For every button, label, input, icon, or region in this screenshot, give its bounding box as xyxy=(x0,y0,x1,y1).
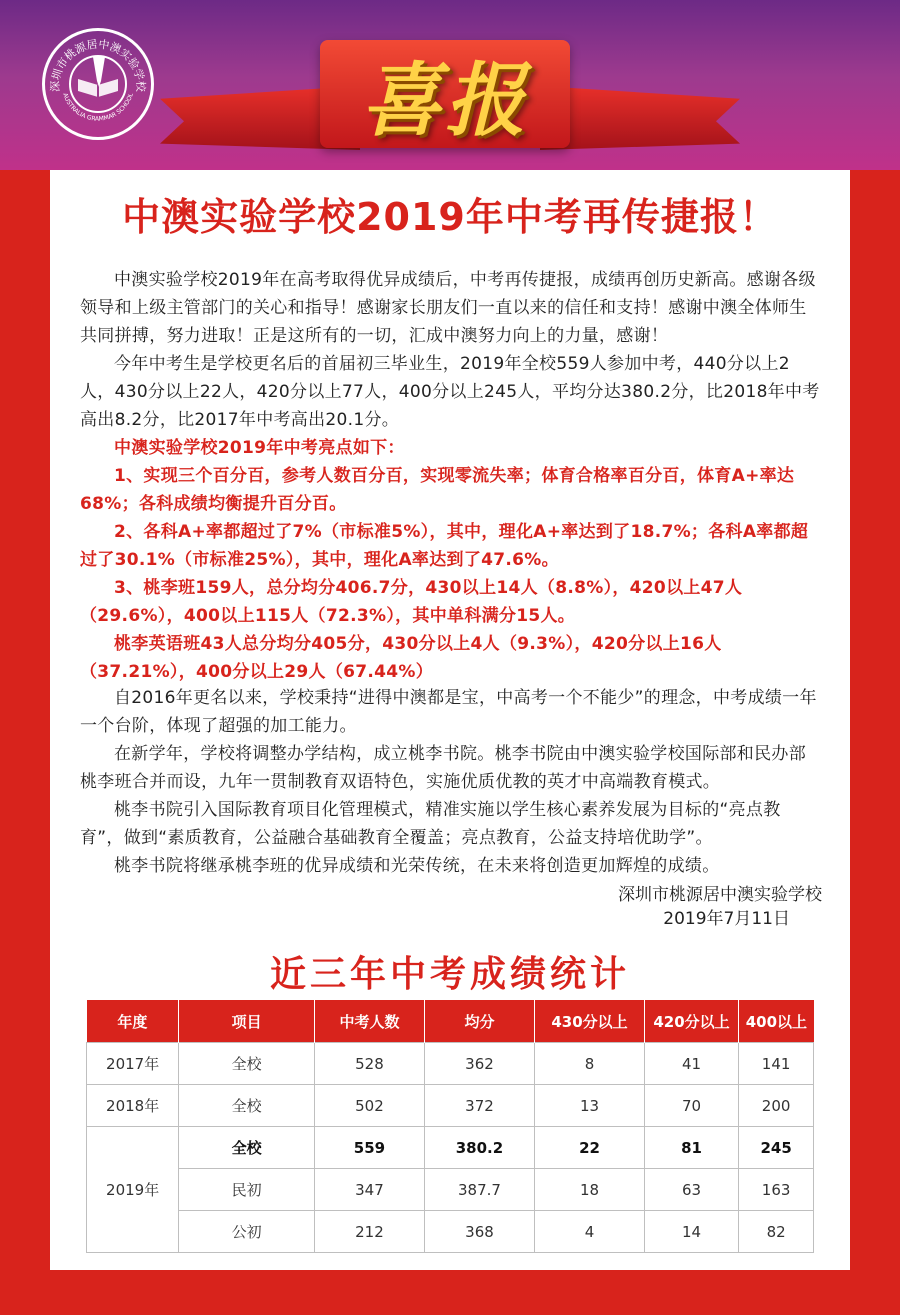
table-cell: 22 xyxy=(535,1127,645,1169)
table-cell: 18 xyxy=(535,1169,645,1211)
table-cell: 362 xyxy=(424,1043,534,1085)
stats-title: 近三年中考成绩统计 xyxy=(269,954,630,995)
table-cell-year: 2017年 xyxy=(87,1043,179,1085)
bottom-band xyxy=(0,1270,900,1315)
table-cell: 4 xyxy=(535,1211,645,1253)
table-cell: 全校 xyxy=(179,1085,315,1127)
highlight-item-2: 2、各科A+率都超过了7%（市标准5%），其中，理化A+率达到了18.7%；各科A率都超过了30.1%（市标准25%），其中，理化A率达到了47.6%。 xyxy=(80,522,809,570)
column-header: 年度 xyxy=(87,1000,179,1043)
table-cell: 公初 xyxy=(179,1211,315,1253)
table-cell: 70 xyxy=(644,1085,738,1127)
signature-date: 2019年7月11日 xyxy=(663,909,790,929)
table-row xyxy=(87,1085,814,1127)
table-cell-year: 2018年 xyxy=(87,1085,179,1127)
table-cell: 387.7 xyxy=(424,1169,534,1211)
column-header: 420分以上 xyxy=(644,1000,738,1043)
table-cell: 559 xyxy=(315,1127,425,1169)
column-header: 400以上 xyxy=(739,1000,814,1043)
table-cell: 200 xyxy=(739,1085,814,1127)
highlight-item-3: 3、桃李班159人，总分均分406.7分，430以上14人（8.8%），420以上47人（29.6%），400以上115人（72.3%），其中单科满分15人。 xyxy=(80,578,743,626)
table-cell: 81 xyxy=(644,1127,738,1169)
stats-table xyxy=(86,1000,814,1253)
header-banner xyxy=(0,0,900,170)
paragraph-new-year: 在新学年，学校将调整办学结构，成立桃李书院。桃李书院由中澳实验学校国际部和民办部桃李班合并而设，九年一贯制教育双语特色，实施优质优教的英才中高端教育模式。 xyxy=(80,744,806,792)
table-cell: 全校 xyxy=(179,1043,315,1085)
table-cell: 全校 xyxy=(179,1127,315,1169)
table-row xyxy=(87,1043,814,1085)
column-header: 中考人数 xyxy=(315,1000,425,1043)
table-row xyxy=(87,1127,814,1169)
table-row xyxy=(87,1211,814,1253)
column-header: 均分 xyxy=(424,1000,534,1043)
column-header: 430分以上 xyxy=(535,1000,645,1043)
table-cell-year: 2019年 xyxy=(87,1127,179,1253)
paragraph-history: 自2016年更名以来，学校秉持“进得中澳都是宝，中高考一个不能少”的理念，中考成绩一年一个台阶，体现了超强的加工能力。 xyxy=(80,688,817,736)
table-cell: 380.2 xyxy=(424,1127,534,1169)
highlight-item-4: 桃李英语班43人总分均分405分，430分以上4人（9.3%），420分以上16人（37.21%），400分以上29人（67.44%） xyxy=(80,634,722,682)
paragraph-results: 今年中考生是学校更名后的首届初三毕业生，2019年全校559人参加中考，440分以上2人，430分以上22人，420分以上77人，400分以上245人，平均分达380.2分，比2018年中考高出8.2分，比2017年中考高出20.1分。 xyxy=(80,354,820,430)
paragraph-future: 桃李书院将继承桃李班的优异成绩和光荣传统，在未来将创造更加辉煌的成绩。 xyxy=(114,856,720,876)
table-cell: 528 xyxy=(315,1043,425,1085)
table-cell: 14 xyxy=(644,1211,738,1253)
table-cell: 82 xyxy=(739,1211,814,1253)
book-pen-icon xyxy=(45,31,151,137)
table-cell: 368 xyxy=(424,1211,534,1253)
table-cell: 502 xyxy=(315,1085,425,1127)
ribbon-right xyxy=(540,86,740,150)
paragraph-management: 桃李书院引入国际教育项目化管理模式，精准实施以学生核心素养发展为目标的“亮点教育”，做到“素质教育，公益融合基础教育全覆盖；亮点教育，公益支持培优助学”。 xyxy=(80,800,781,848)
table-cell: 民初 xyxy=(179,1169,315,1211)
school-logo xyxy=(42,28,154,140)
column-header: 项目 xyxy=(179,1000,315,1043)
table-cell: 347 xyxy=(315,1169,425,1211)
logo-bottom-text: AUSTRALIA GRAMMAR SCHOOL xyxy=(61,92,135,123)
logo-top-text: 深圳市桃源居中澳实验学校 xyxy=(48,37,148,92)
page-title: 中澳实验学校2019年中考再传捷报！ xyxy=(122,195,778,239)
table-row xyxy=(87,1169,814,1211)
table-cell: 141 xyxy=(739,1043,814,1085)
highlight-item-1: 1、实现三个百分百，参考人数百分百，实现零流失率；体育合格率百分百，体育A+率达68%；各科成绩均衡提升百分百。 xyxy=(80,466,795,514)
table-cell: 41 xyxy=(644,1043,738,1085)
table-cell: 372 xyxy=(424,1085,534,1127)
table-cell: 8 xyxy=(535,1043,645,1085)
paragraph-intro: 中澳实验学校2019年在高考取得优异成绩后，中考再传捷报，成绩再创历史新高。感谢各级领导和上级主管部门的关心和指导！感谢家长朋友们一直以来的信任和支持！感谢中澳全体师生共同拼搏，努力进取！正是这所有的一切，汇成中澳努力向上的力量，感谢！ xyxy=(80,270,816,346)
signature-school: 深圳市桃源居中澳实验学校 xyxy=(618,885,822,905)
highlights-heading: 中澳实验学校2019年中考亮点如下： xyxy=(114,438,405,458)
table-header-row xyxy=(87,1000,814,1043)
table-cell: 212 xyxy=(315,1211,425,1253)
table-cell: 63 xyxy=(644,1169,738,1211)
table-cell: 245 xyxy=(739,1127,814,1169)
banner-title: 喜报 xyxy=(361,53,529,147)
table-cell: 13 xyxy=(535,1085,645,1127)
table-cell: 163 xyxy=(739,1169,814,1211)
